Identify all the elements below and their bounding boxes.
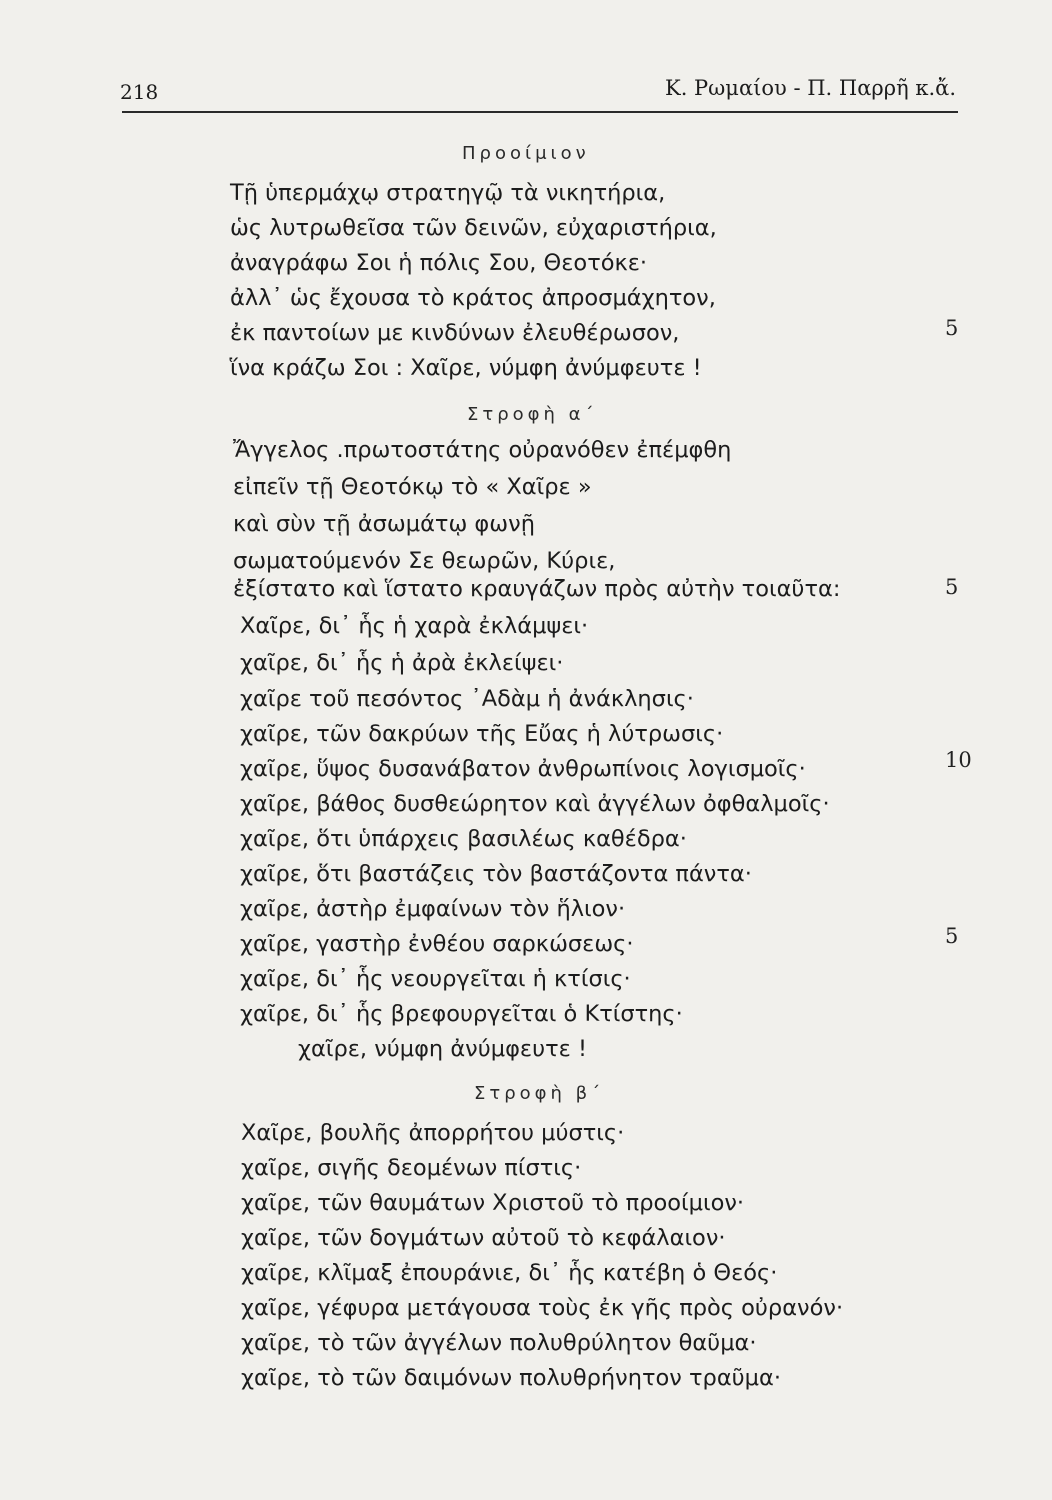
- header-rule: [122, 111, 958, 113]
- verse-line: χαῖρε, ὅτι ὑπάρχεις βασιλέως καθέδρα·: [240, 826, 687, 852]
- verse-line: ἀλλ᾽ ὡς ἔχουσα τὸ κράτος ἀπροσμάχητον,: [230, 285, 716, 311]
- verse-line: χαῖρε, γέφυρα μετάγουσα τοὺς ἐκ γῆς πρὸς οὐρανόν·: [241, 1295, 844, 1321]
- page-header: [120, 70, 960, 110]
- verse-line: χαῖρε, σιγῆς δεομένων πίστις·: [241, 1155, 582, 1181]
- running-title: Κ. Ρωμαίου - Π. Παρρῆ κ.ἄ.: [665, 76, 956, 100]
- line-number: 10: [945, 748, 972, 772]
- section-heading-strophe-a: Στροφὴ α΄: [467, 404, 598, 425]
- verse-line: εἰπεῖν τῇ Θεοτόκῳ τὸ « Χαῖρε »: [233, 474, 592, 500]
- verse-line: ἐκ παντοίων με κινδύνων ἐλευθέρωσον,: [230, 320, 680, 346]
- verse-line: χαῖρε, τῶν δογμάτων αὐτοῦ τὸ κεφάλαιον·: [241, 1225, 726, 1251]
- verse-line: χαῖρε, δι᾽ ἧς βρεφουργεῖται ὁ Κτίστης·: [240, 1001, 683, 1027]
- section-heading-prooimion: Προοίμιον: [462, 143, 590, 164]
- verse-line: χαῖρε, ὅτι βαστάζεις τὸν βαστάζοντα πάντα·: [240, 861, 752, 887]
- verse-line: χαῖρε, δι᾽ ἧς νεουργεῖται ἡ κτίσις·: [240, 966, 631, 992]
- verse-line: Χαῖρε, δι᾽ ἧς ἡ χαρὰ ἐκλάμψει·: [240, 613, 589, 639]
- verse-line: Τῇ ὑπερμάχῳ στρατηγῷ τὰ νικητήρια,: [230, 180, 666, 206]
- line-number: 5: [945, 575, 959, 599]
- line-number: 5: [945, 316, 959, 340]
- verse-line: χαῖρε, ὕψος δυσανάβατον ἀνθρωπίνοις λογισμοῖς·: [240, 756, 806, 782]
- verse-line: Χαῖρε, βουλῆς ἀπορρήτου μύστις·: [241, 1120, 625, 1146]
- verse-line: σωματούμενόν Σε θεωρῶν, Κύριε,: [233, 548, 616, 574]
- verse-line: χαῖρε, βάθος δυσθεώρητον καὶ ἀγγέλων ὀφθαλμοῖς·: [240, 791, 830, 817]
- verse-line: χαῖρε, τῶν θαυμάτων Χριστοῦ τὸ προοίμιον·: [241, 1190, 745, 1216]
- verse-line: ἀναγράφω Σοι ἡ πόλις Σου, Θεοτόκε·: [230, 250, 648, 276]
- verse-line: καὶ σὺν τῇ ἀσωμάτῳ φωνῇ: [233, 511, 535, 537]
- verse-line: χαῖρε, τὸ τῶν δαιμόνων πολυθρήνητον τραῦμα·: [241, 1365, 781, 1391]
- verse-line: ὡς λυτρωθεῖσα τῶν δεινῶν, εὐχαριστήρια,: [230, 215, 717, 241]
- verse-line: χαῖρε, δι᾽ ἧς ἡ ἀρὰ ἐκλείψει·: [240, 650, 564, 676]
- verse-line: χαῖρε, τὸ τῶν ἀγγέλων πολυθρύλητον θαῦμα·: [241, 1330, 757, 1356]
- verse-line: χαῖρε, γαστὴρ ἐνθέου σαρκώσεως·: [240, 931, 634, 957]
- verse-line: χαῖρε, κλῖμαξ ἐπουράνιε, δι᾽ ἧς κατέβη ὁ Θεός·: [241, 1260, 778, 1286]
- page-number: 218: [120, 80, 159, 104]
- line-number: 5: [945, 924, 959, 948]
- verse-line: χαῖρε, νύμφη ἀνύμφευτε !: [298, 1036, 587, 1062]
- section-heading-strophe-b: Στροφὴ β΄: [474, 1083, 605, 1104]
- verse-line: χαῖρε τοῦ πεσόντος ᾿Αδὰμ ἡ ἀνάκλησις·: [240, 686, 694, 712]
- verse-line: ἐξίστατο καὶ ἵστατο κραυγάζων πρὸς αὐτὴν τοιαῦτα:: [233, 576, 841, 602]
- verse-line: ἵνα κράζω Σοι : Χαῖρε, νύμφη ἀνύμφευτε !: [230, 355, 702, 381]
- verse-line: χαῖρε, τῶν δακρύων τῆς Εὔας ἡ λύτρωσις·: [240, 721, 724, 747]
- verse-line: χαῖρε, ἀστὴρ ἐμφαίνων τὸν ἥλιον·: [240, 896, 626, 922]
- verse-line: Ἄγγελος .πρωτοστάτης οὐρανόθεν ἐπέμφθη: [233, 437, 732, 463]
